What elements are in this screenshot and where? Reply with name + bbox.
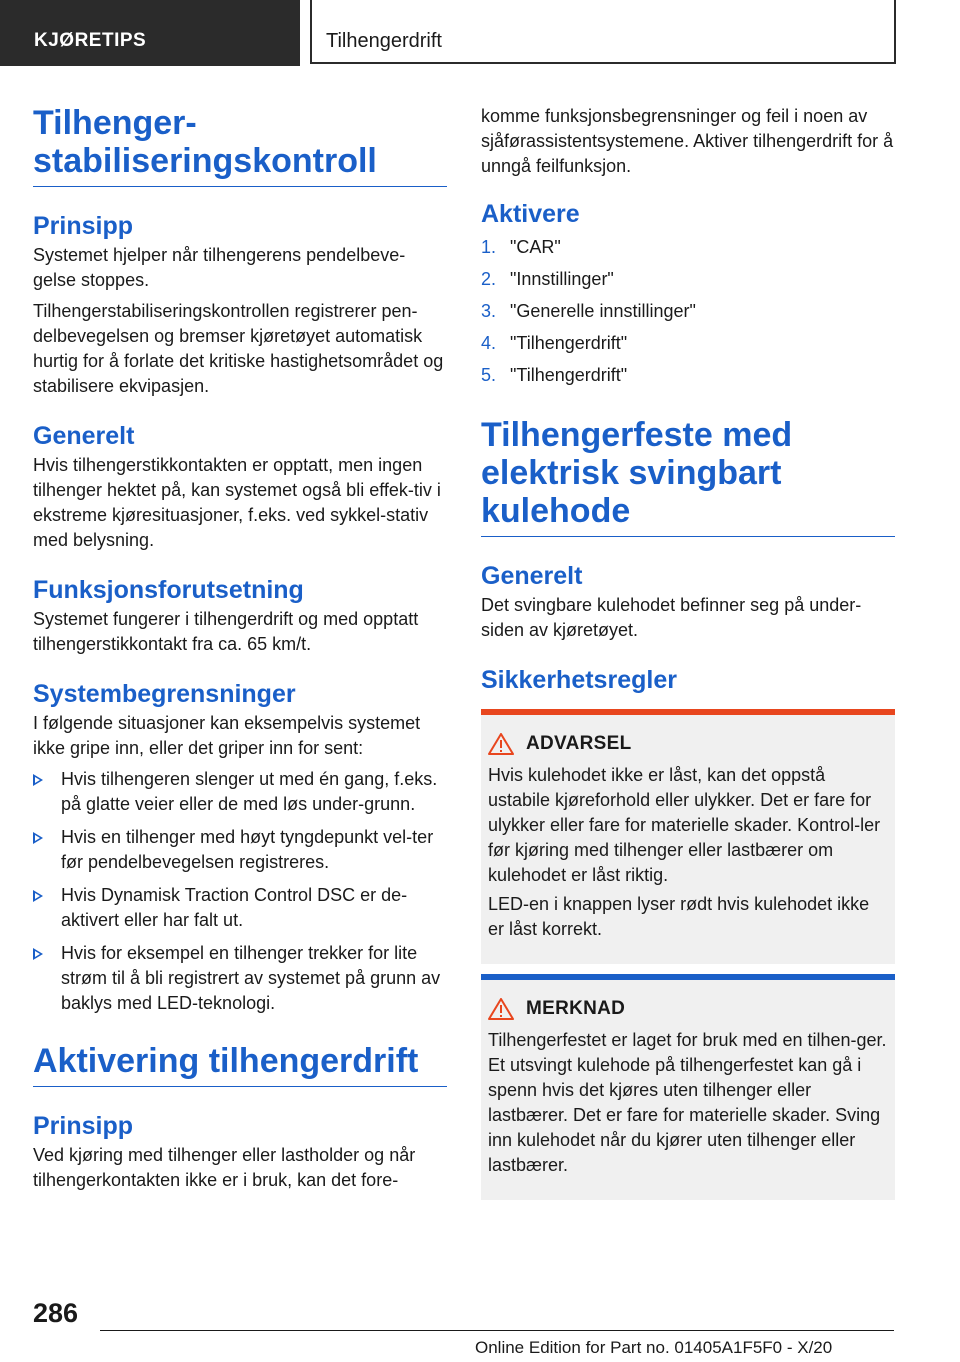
chapter-title: Tilhengerdrift [326, 30, 442, 52]
step-item: 1. "CAR" [481, 237, 561, 257]
heading-hitch-general: Generelt [481, 562, 583, 590]
warning-box [481, 709, 895, 964]
warning-label: ADVARSEL [526, 733, 632, 754]
list-item: Hvis en tilhenger med høyt tyngdepunkt vel-ter før pendelbevegelsen registreres. [33, 825, 447, 875]
continued-paragraph: komme funksjonsbegrensninger og feil i noen av sjåførassistentsystemene. Aktiver tilhengerdrift for å unngå feilfunksjon. [481, 106, 894, 176]
requirements-paragraph: Systemet fungerer i tilhengerdrift og med opptatt tilhengerstikkontakt fra ca. 65 km/t. [33, 609, 419, 654]
note-label: MERKNAD [526, 998, 626, 1019]
warning-triangle-icon [488, 733, 514, 755]
title-tow-hitch: Tilhengerfeste med elektrisk svingbart kulehode [481, 416, 895, 537]
warning-paragraph-1: Hvis kulehodet ikke er låst, kan det oppstå ustabile kjøreforhold eller ulykker. Det er fare for ulykker eller fare for materielle skader. Kontrol-ler før kjøring med tilhenger eller lastbærer om kulehodet er låst riktig. [488, 765, 881, 885]
title-trailer-mode-activation: Aktivering tilhengerdrift [33, 1042, 447, 1087]
activation-principle-paragraph: Ved kjøring med tilhenger eller lastholder og når tilhengerkontakten ikke er i bruk, kan det fore- [33, 1145, 416, 1190]
step-item: 4. "Tilhengerdrift" [481, 333, 628, 353]
list-item: Hvis for eksempel en tilhenger trekker for lite strøm til å bli registrert av systemet på grunn av baklys med LED-teknologi. [33, 941, 447, 1016]
note-triangle-icon [488, 998, 514, 1020]
step-item: 5. "Tilhengerdrift" [481, 365, 628, 385]
edition-info: Online Edition for Part no. 01405A1F5F0 - X/20 [475, 1338, 833, 1357]
bullet-triangle-icon [33, 832, 43, 844]
heading-principle: Prinsipp [33, 212, 134, 240]
note-paragraph: Tilhengerfestet er laget for bruk med en tilhen-ger. Et utsvingt kulehode på tilhengerfestet kan gå i spenn hvis det kjøres uten tilhenger eller lastbærer. Det er fare for materielle skader. Sving inn kulehodet når du kjører uten tilhenger eller lastbærer. [488, 1030, 887, 1175]
principle-paragraph-1: Systemet hjelper når tilhengerens pendelbeve-gelse stoppes. [33, 245, 406, 290]
list-item: Hvis tilhengeren slenger ut med én gang, f.eks. på glatte veier eller de med løs under-grunn. [33, 767, 447, 817]
page-number: 286 [33, 1298, 79, 1328]
left-column [33, 104, 447, 1199]
warning-paragraph-2: LED-en i knappen lyser rødt hvis kulehodet ikke er låst korrekt. [488, 894, 870, 939]
note-header [488, 998, 887, 1020]
activation-steps [481, 235, 895, 388]
heading-general: Generelt [33, 422, 135, 450]
right-column [481, 104, 895, 1200]
principle-paragraph-2: Tilhengerstabiliseringskontrollen registrerer pen-delbevegelsen og bremser kjøretøyet automatisk hurtig for å forlate det kritiske hastighetsområdet og stabilisere ekvipasjen. [33, 301, 444, 396]
limitations-paragraph: I følgende situasjoner kan eksempelvis systemet ikke gripe inn, eller det griper inn for sent: [33, 713, 421, 758]
footer-divider [100, 1330, 894, 1331]
general-paragraph: Hvis tilhengerstikkontakten er opptatt, men ingen tilhenger hektet på, kan systemet også bli effek-tiv i ekstreme kjøresituasjoner, f.eks. ved sykkel-stativ med belysning. [33, 455, 441, 550]
heading-limitations: Systembegrensninger [33, 680, 296, 708]
heading-activation-principle: Prinsipp [33, 1112, 134, 1140]
bullet-triangle-icon [33, 948, 43, 960]
step-item: 2. "Innstillinger" [481, 269, 614, 289]
bullet-triangle-icon [33, 774, 43, 786]
bullet-triangle-icon [33, 890, 43, 902]
hitch-general-paragraph: Det svingbare kulehodet befinner seg på under-siden av kjøretøyet. [481, 595, 862, 640]
warning-header [488, 733, 887, 755]
heading-requirements: Funksjonsforutsetning [33, 576, 304, 604]
limitations-list [33, 767, 447, 1016]
title-trailer-stabilization: Tilhenger- stabiliseringskontroll [33, 104, 447, 187]
heading-activate: Aktivere [481, 200, 580, 228]
heading-safety: Sikkerhetsregler [481, 666, 677, 694]
step-item: 3. "Generelle innstillinger" [481, 301, 696, 321]
note-box [481, 974, 895, 1200]
list-item: Hvis Dynamisk Traction Control DSC er de-aktivert eller har falt ut. [33, 883, 447, 933]
section-title: KJØRETIPS [34, 30, 147, 51]
